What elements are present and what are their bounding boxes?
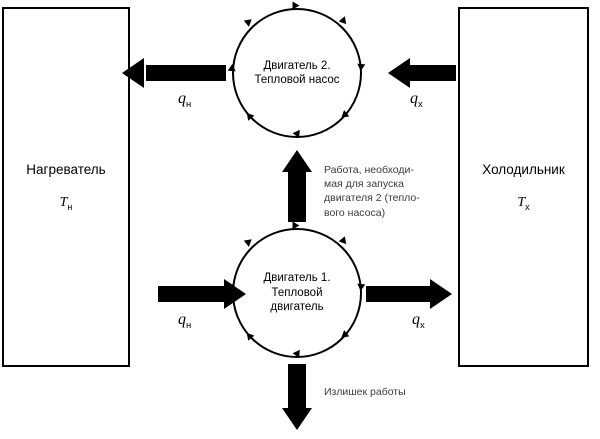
- rotation-tick-icon: [357, 64, 366, 72]
- engine-2-label: Двигатель 2. Тепловой насос: [254, 59, 340, 86]
- arrow-top-right-head: [388, 58, 410, 88]
- rotation-tick-icon: [228, 64, 237, 72]
- arrow-work-input-shaft: [288, 172, 306, 222]
- label-q-top-left-letter: q: [178, 90, 186, 107]
- cooler-title: Холодильник: [482, 162, 565, 178]
- rotation-tick-icon: [292, 129, 300, 138]
- rotation-tick-icon: [293, 2, 300, 10]
- label-q-bottom-right: [412, 311, 425, 331]
- arrow-work-surplus-head: [282, 408, 312, 430]
- cooler-symbol-letter: T: [517, 195, 526, 211]
- arrow-top-right-shaft: [410, 65, 456, 81]
- arrow-work-input-head: [282, 150, 312, 172]
- label-q-bottom-right-letter: q: [412, 311, 420, 328]
- rotation-tick-icon: [292, 349, 300, 358]
- label-q-top-right-sub: х: [418, 99, 423, 111]
- heater-box: [2, 7, 130, 367]
- label-q-bottom-left-sub: н: [186, 320, 192, 332]
- label-q-bottom-right-sub: х: [420, 320, 425, 332]
- rotation-tick-icon: [357, 284, 366, 292]
- label-q-top-right: [410, 90, 423, 110]
- arrow-bottom-left-head: [224, 279, 246, 309]
- arrow-top-left-shaft: [146, 65, 226, 81]
- label-q-bottom-left-letter: q: [178, 311, 186, 328]
- label-q-bottom-left: [178, 311, 191, 331]
- note-work-input: Работа, необходи-мая для запуска двигателя 2 (тепло-вого насоса): [324, 164, 420, 219]
- label-q-top-right-letter: q: [410, 90, 418, 107]
- cooler-symbol: [517, 195, 529, 212]
- arrow-bottom-right-shaft: [366, 286, 432, 302]
- arrow-bottom-left-shaft: [158, 286, 226, 302]
- label-q-top-left-sub: н: [186, 99, 192, 111]
- cooler-box: [458, 7, 589, 367]
- rotation-tick-icon: [293, 222, 300, 230]
- label-q-top-left: [178, 90, 191, 110]
- heater-symbol: [60, 195, 73, 212]
- arrow-top-left-head: [122, 58, 144, 88]
- cooler-symbol-subscript: х: [525, 201, 530, 212]
- note-work-surplus: Излишек работы: [324, 386, 406, 398]
- arrow-bottom-right-head: [430, 279, 452, 309]
- heater-symbol-letter: T: [59, 195, 68, 211]
- arrow-work-surplus-shaft: [288, 364, 306, 410]
- heater-title: Нагреватель: [26, 162, 106, 178]
- heater-symbol-subscript: н: [67, 201, 73, 212]
- engine-1-label: Двигатель 1. Тепловой двигатель: [263, 272, 331, 314]
